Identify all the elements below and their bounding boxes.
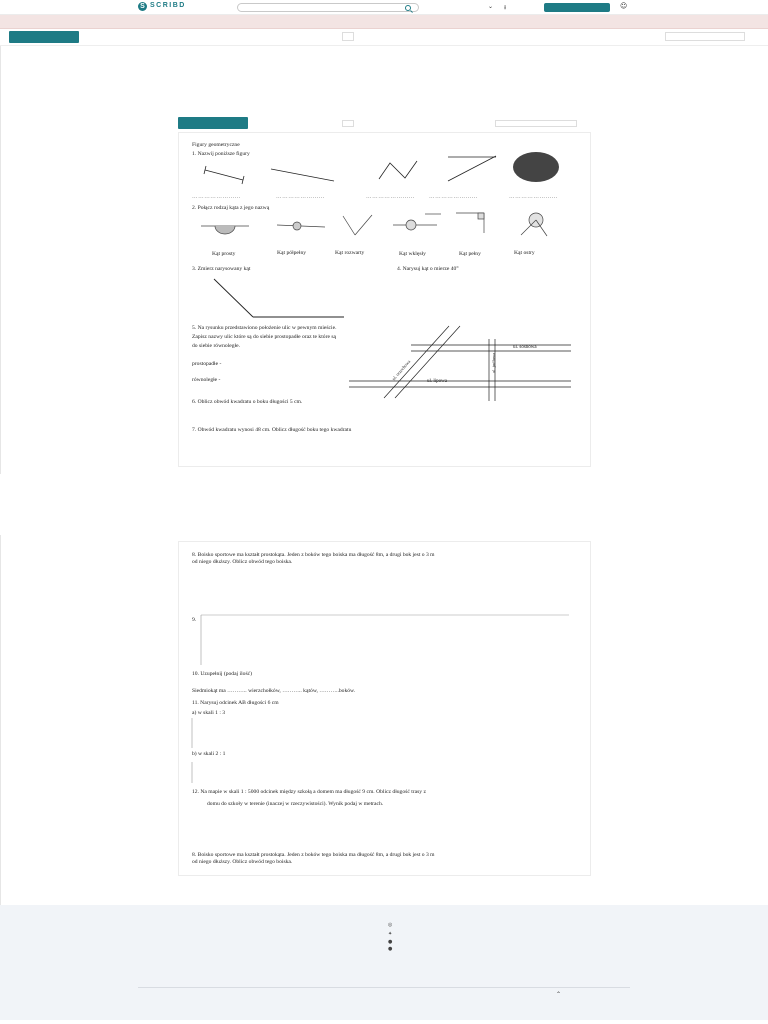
question-10-text: Siedmiokąt ma ……….. wierzchołków, ……….. kątów, ………..boków. [192, 688, 356, 694]
question-6: 6. Oblicz obwód kwadratu o boku długości 5 cm. [192, 399, 303, 405]
language-dropdown-chevron-icon[interactable]: ⌄ [488, 3, 494, 10]
page-footer [0, 905, 768, 1020]
question-7: 7. Obwód kwadratu wynosi 48 cm. Oblicz długość boku tego kwadratu [192, 427, 352, 433]
parallel-label: równoległe - [192, 377, 221, 383]
question-2: 2. Połącz rodzaj kąta z jego nazwą [192, 205, 270, 211]
footer-social-icon[interactable]: ✦ [388, 931, 393, 937]
answer-blank-5: …………………… [509, 194, 558, 200]
figure-broken-line [379, 161, 417, 179]
document-page-2 [178, 541, 591, 876]
question-4: 4. Narysuj kąt o mierze 40° [397, 266, 459, 272]
scribd-logo-text: SCRIBD [150, 2, 186, 9]
question-10: 10. Uzupełnij (podaj ilość) [192, 671, 252, 677]
street-label-vertical: ul. jodłowa [491, 352, 496, 373]
question-3: 3. Zmierz narysowany kąt [192, 266, 251, 272]
toolbar-search-field[interactable] [665, 32, 745, 41]
viewer-frame-edge [0, 535, 1, 905]
answer-blank-1: …………………… [192, 194, 241, 200]
document-page-1 [178, 132, 591, 467]
answer-blank-4: …………………… [429, 194, 478, 200]
upload-icon[interactable]: ⭳ [504, 4, 507, 11]
page-search-field[interactable] [495, 120, 577, 127]
scribd-logo-mark: S [138, 2, 147, 11]
angle-drawing-5 [456, 213, 484, 233]
q9-drawing-area [201, 615, 569, 665]
street-map [349, 326, 571, 401]
angle-label: Kąt półpełny [277, 250, 307, 256]
footer-social-icon[interactable]: ◎ [388, 922, 393, 928]
street-label-diagonal: ul. orzechowa [391, 358, 412, 382]
question-9: 9. [192, 617, 197, 623]
document-toolbar [0, 29, 768, 46]
page1-drawings [179, 133, 592, 468]
scribd-logo[interactable] [138, 2, 186, 11]
angle-drawing-3 [343, 215, 372, 235]
page-download-button[interactable] [178, 117, 248, 129]
worksheet-title: Figury geometryczne [192, 142, 240, 148]
angle-label: Kąt ostry [514, 250, 535, 256]
measure-angle [214, 279, 344, 317]
angle-drawing-2 [277, 222, 325, 230]
page2-drawings [179, 542, 592, 877]
download-button[interactable] [9, 31, 79, 43]
question-5-line-1: 5. Na rysunku przedstawiono położenie ulic w pewnym mieście. [192, 325, 337, 331]
primary-action-button[interactable] [544, 3, 610, 12]
viewer-frame-edge [0, 46, 1, 474]
footer-divider [138, 987, 630, 988]
top-navigation-bar [0, 0, 768, 15]
question-11a: a) w skali 1 : 3 [192, 710, 226, 716]
question-1: 1. Nazwij poniższe figury [192, 151, 250, 157]
footer-social-icon[interactable]: ● [388, 939, 393, 945]
search-icon[interactable] [405, 5, 411, 11]
perpendicular-label: prostopadłe - [192, 361, 222, 367]
question-8-repeat-line-2: od niego dłuższy. Oblicz obwód tego boiska. [192, 859, 293, 865]
question-11b: b) w skali 2 : 1 [192, 751, 226, 757]
figure-ray [271, 169, 334, 181]
question-8-repeat-line-1: 8. Boisko sportowe ma kształt prostokąta. Jeden z boków tego boiska ma długość 8m, a drugi bok jest o 3 m [192, 852, 435, 858]
figure-angle [448, 156, 496, 181]
question-12-line-1: 12. Na mapie w skali 1 : 5000 odcinek między szkołą a domem ma długość 9 cm. Oblicz długość trasy z [192, 789, 426, 795]
notice-banner [0, 15, 768, 29]
angle-label: Kąt rozwarty [335, 250, 365, 256]
question-8-line-1: 8. Boisko sportowe ma kształt prostokąta. Jeden z boków tego boiska ma długość 8m, a drugi bok jest o 3 m [192, 552, 435, 558]
search-input[interactable] [237, 3, 419, 12]
footer-social-icon[interactable]: ● [388, 946, 393, 952]
angle-label: Kąt pełny [459, 251, 481, 257]
angle-drawing-1 [201, 226, 249, 234]
street-label-lipowa: ul. lipowa [427, 379, 447, 384]
figure-circle [513, 152, 559, 182]
page-control[interactable] [342, 120, 354, 127]
question-5-line-3: do siebie równoległe. [192, 343, 241, 349]
question-8-line-2: od niego dłuższy. Oblicz obwód tego boiska. [192, 559, 293, 565]
question-12-line-2: domu do szkoły w terenie (inaczej w rzeczywistości). Wynik podaj w metrach. [207, 801, 384, 807]
answer-blank-2: …………………… [276, 194, 325, 200]
answer-blank-3: …………………… [366, 194, 415, 200]
figure-segment [204, 166, 244, 184]
footer-language-chevron-icon[interactable]: ⌃ [556, 991, 562, 998]
angle-label: Kąt wklęsły [399, 251, 426, 257]
page-control[interactable] [342, 32, 354, 41]
street-label-sosnowa: ul. sosnowa [513, 345, 537, 350]
angle-drawing-6 [521, 213, 547, 236]
angle-drawing-4 [393, 214, 441, 230]
question-11: 11. Narysuj odcinek AB długości 6 cm [192, 700, 279, 706]
user-menu-icon[interactable]: ☺ [620, 2, 628, 10]
angle-label: Kąt prosty [212, 251, 236, 257]
question-5-line-2: Zapisz nazwy ulic które są do siebie prostopadłe oraz te które są [192, 334, 336, 340]
